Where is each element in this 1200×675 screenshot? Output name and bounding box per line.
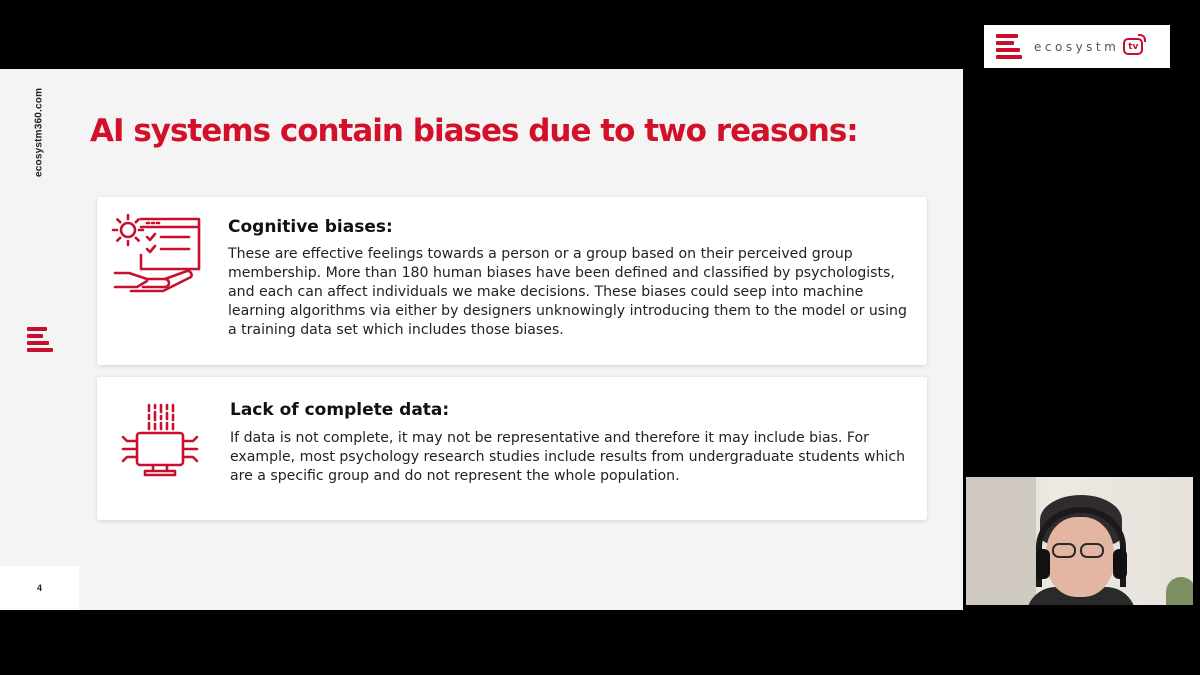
gear-checklist-hand-icon (111, 211, 203, 298)
computer-data-stream-icon (119, 403, 201, 490)
brand-tv-badge: tv (1123, 38, 1143, 55)
card-body: These are effective feelings towards a person or a group based on their perceived group membership. More than 180 human biases have been defined and classified by psychologists, and each can affect individuals we make decisions. These biases could seep into machine learning algorithms via either by designers unknowingly introducing them to the model or using a training data set which includes those biases. (228, 246, 907, 338)
card-title: Cognitive biases: (228, 217, 393, 237)
card-title: Lack of complete data: (230, 400, 450, 420)
ecosystm-side-logo-icon (27, 327, 53, 352)
page-number: 4 (0, 566, 79, 610)
card-body: If data is not complete, it may not be representative and therefore it may include bias. For example, most psychology research studies include results from undergraduate students which are a specific group and do not represent the whole population. (230, 430, 906, 484)
webcam-video (966, 477, 1193, 605)
brand-badge (984, 25, 1170, 68)
presentation-slide (0, 69, 963, 610)
slide-title: AI systems contain biases due to two reasons: (90, 113, 858, 149)
ecosystm-logo-icon (996, 34, 1022, 59)
card-cognitive-biases (97, 197, 927, 365)
brand-name: ecosystm (1034, 39, 1120, 54)
card-lack-of-complete-data (97, 377, 927, 520)
side-url: ecosystm360.com (33, 87, 45, 177)
